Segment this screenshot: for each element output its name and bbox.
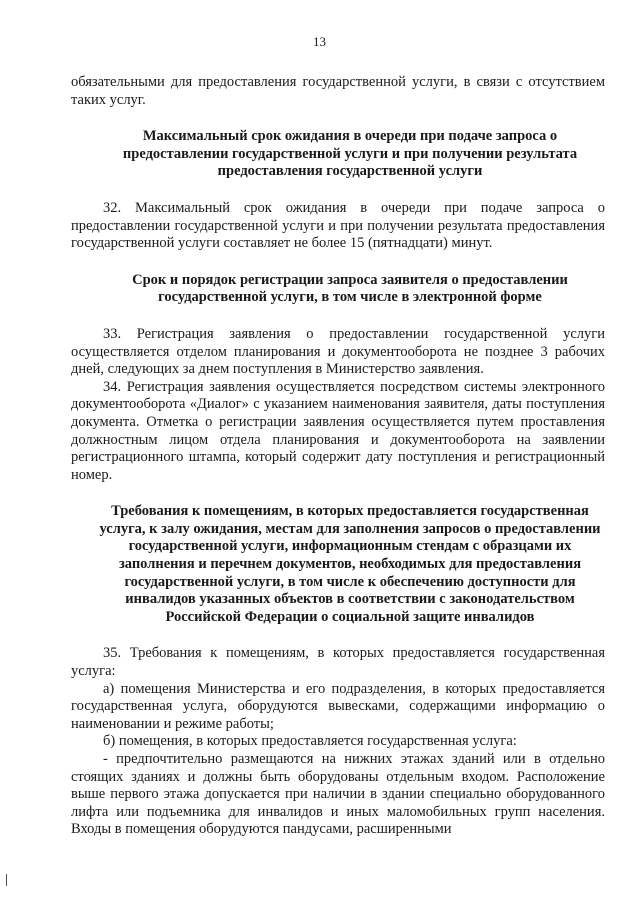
page-number: 13	[313, 34, 326, 49]
paragraph-32: 32. Максимальный срок ожидания в очереди при подаче запроса о предоставлении государственной услуги и при получении результата предоставления государственной услуги составляет не более 15 (пятнадцати) минут.	[71, 199, 605, 252]
document-body	[71, 74, 605, 839]
paragraph-33: 33. Регистрация заявления о предоставлении государственной услуги осуществляется отделом планирования и документооборота не позднее 3 рабочих дней, следующих за днем поступления в Министерство заявления.	[71, 325, 605, 378]
paragraph-35-a: а) помещения Министерства и его подразделения, в которых предоставляется государственная услуга, оборудуются вывесками, содержащими информацию о наименовании и режиме работы;	[71, 680, 605, 732]
section-heading-premises: Требования к помещениям, в которых предоставляется государственная услуга, к залу ожидания, местам для заполнения запросов о предоставлении государственной услуги, информационным стендам с образцами их заполнения и перечнем документов, необходимых для предоставления государственной услуги, в том числе к обеспечению доступности для инвалидов указанных объектов в соответствии с законодательством Российской Федерации о социальной защите инвалидов	[99, 503, 601, 625]
paragraph-35: 35. Требования к помещениям, в которых предоставляется государственная услуга:	[71, 645, 605, 680]
paragraph-35-b-item: - предпочтительно размещаются на нижних этажах зданий или в отдельно стоящих зданиях и должны быть оборудованы отдельным входом. Расположение выше первого этажа допускается при наличии в здании специально оборудованного лифта или подъемника для инвалидов и иных маломобильных групп населения. Входы в помещения оборудуются пандусами, расширенными	[71, 751, 605, 838]
section-heading-queue-time: Максимальный срок ожидания в очереди при подаче запроса о предоставлении государственной услуги и при получении результата предоставления государственной услуги	[122, 128, 578, 180]
paragraph-34: 34. Регистрация заявления осуществляется посредством системы электронного документооборота «Диалог» с указанием наименования заявителя, даты поступления документа. Отметка о регистрации заявления осуществляется путем проставления должностным лицом отдела планирования и документооборота на заявлении регистрационного штампа, который содержит дату поступления и регистрационный номер.	[71, 378, 605, 483]
continuation-paragraph: обязательными для предоставления государственной услуги, в связи с отсутствием таких услуг.	[71, 74, 605, 108]
paragraph-35-b: б) помещения, в которых предоставляется государственная услуга:	[103, 733, 517, 750]
scan-margin-mark	[6, 874, 7, 886]
section-heading-registration: Срок и порядок регистрации запроса заявителя о предоставлении государственной услуги, в том числе в электронной форме	[132, 271, 568, 306]
